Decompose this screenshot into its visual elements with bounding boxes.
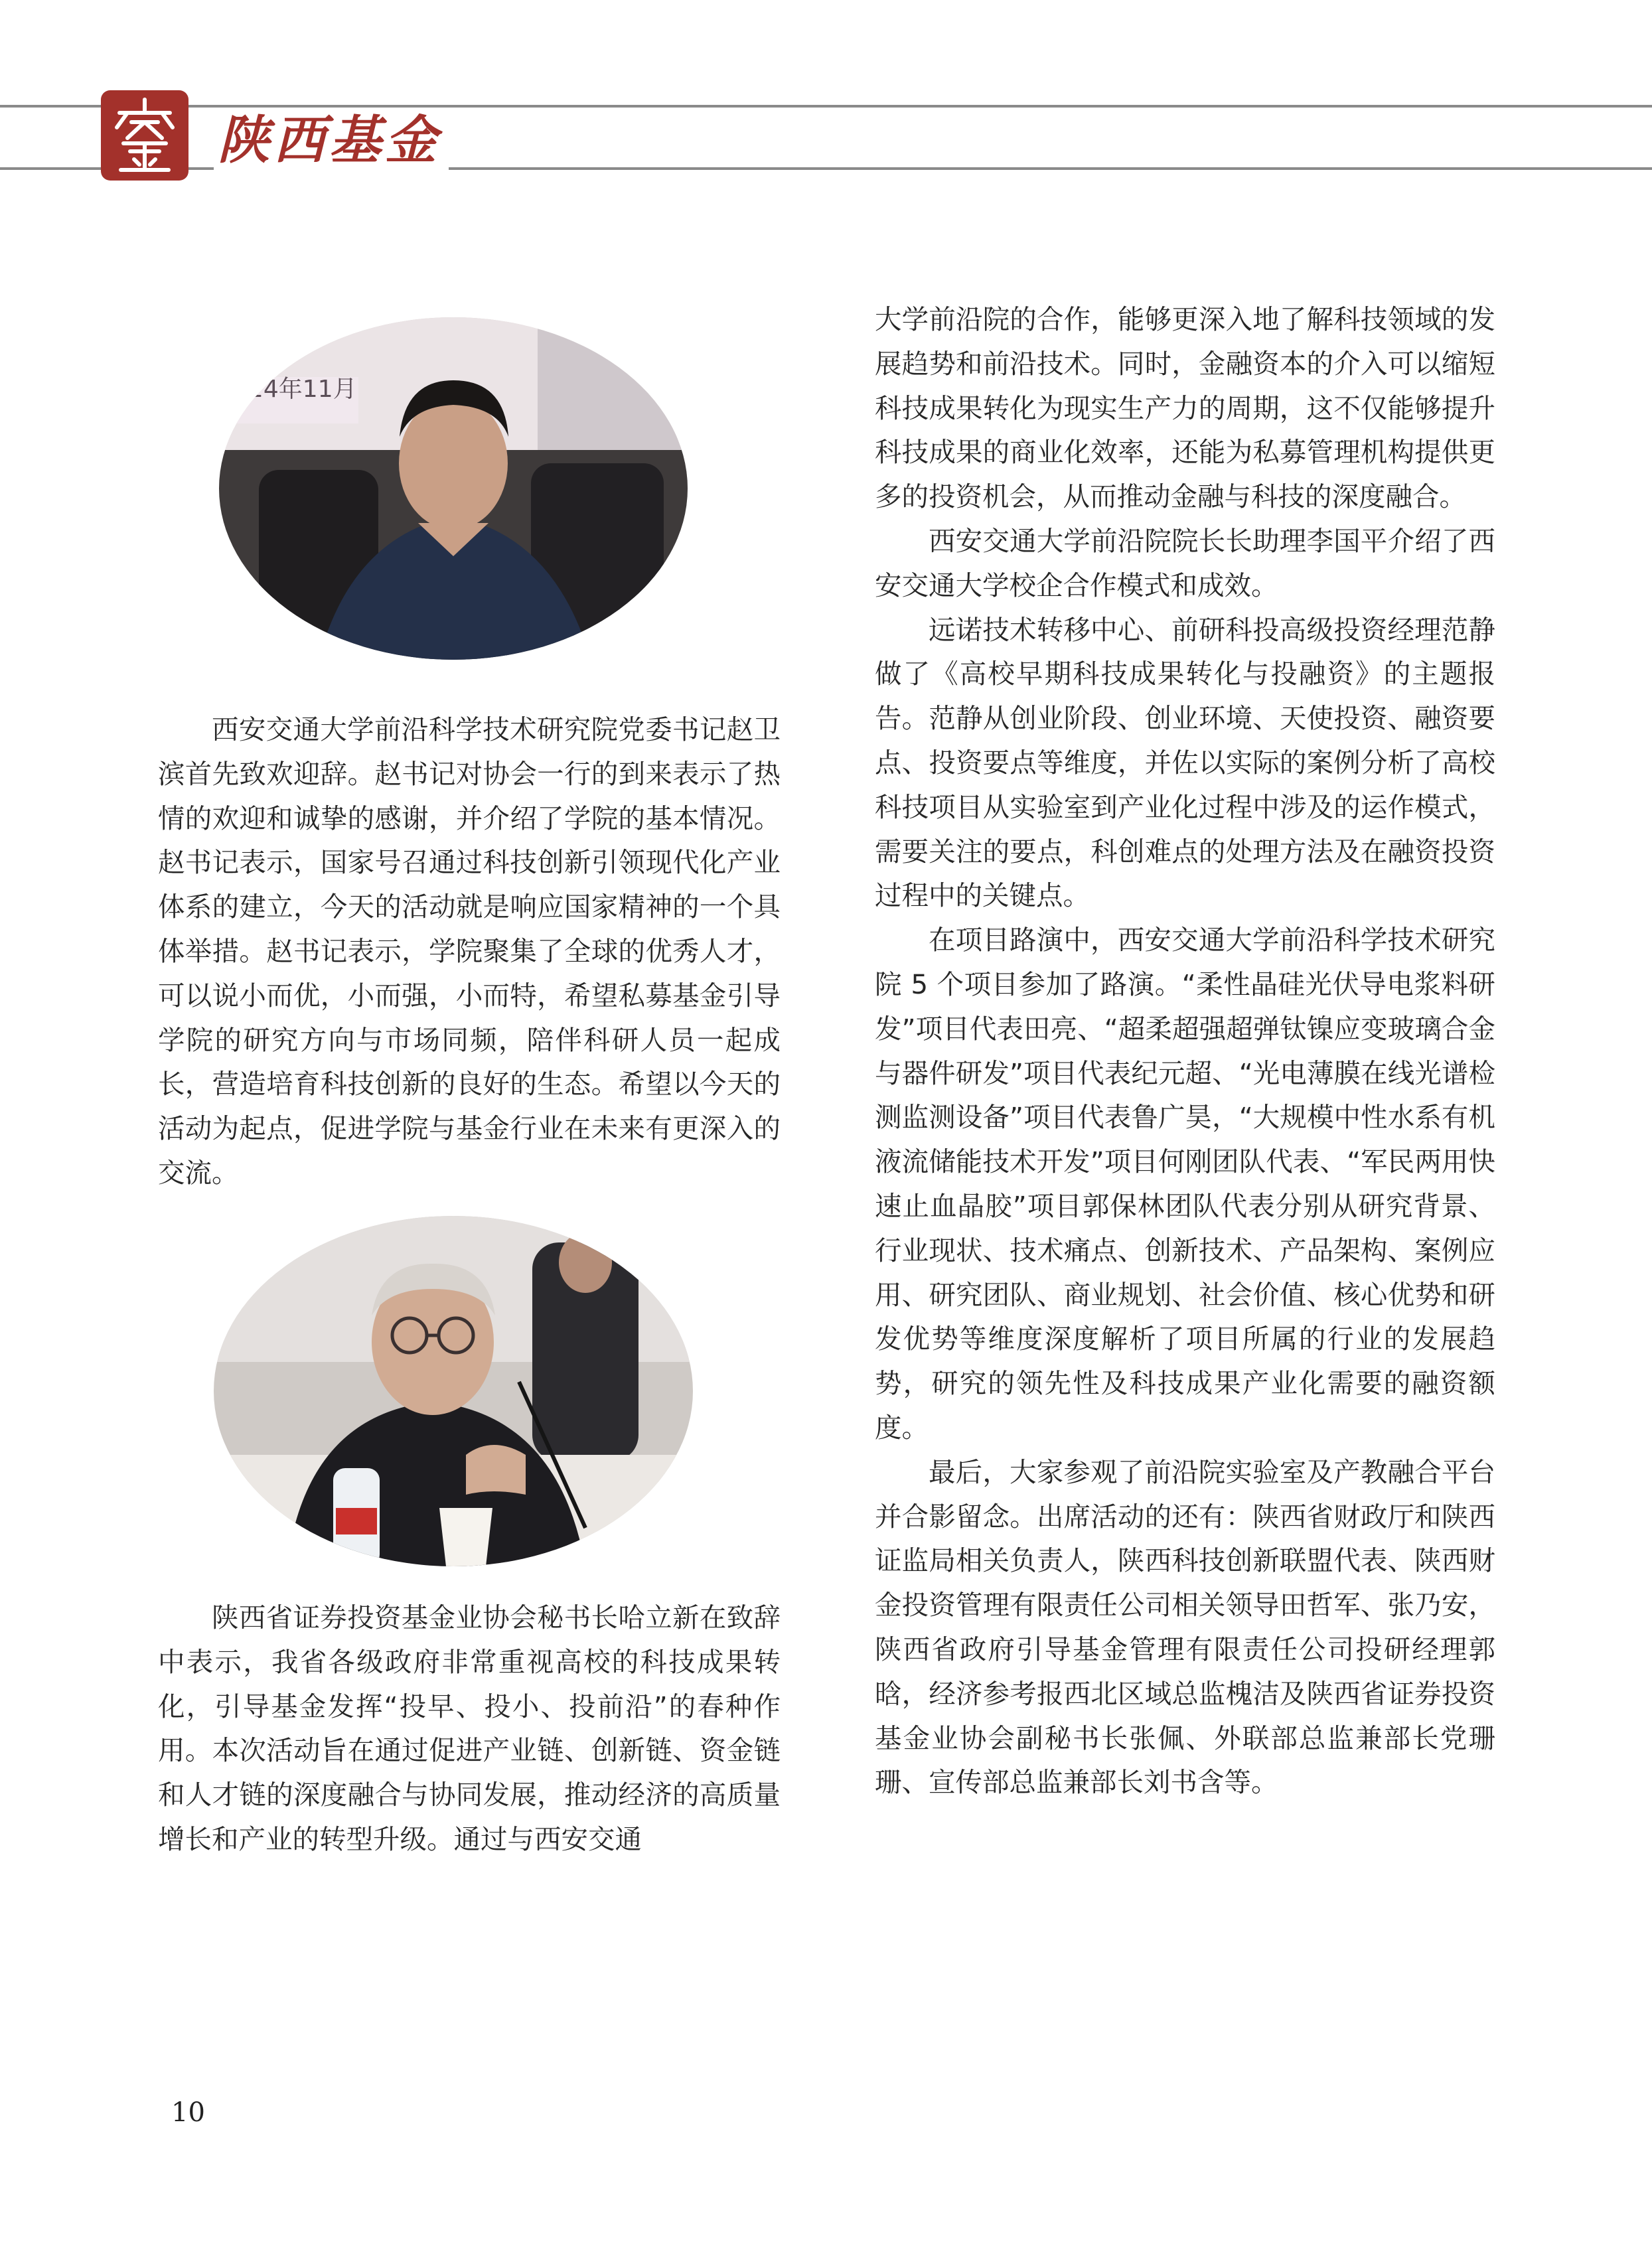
seal-logo-icon [101, 90, 188, 181]
article-left-column-top [158, 708, 781, 1195]
paragraph-closing: 最后，大家参观了前沿院实验室及产教融合平台并合影留念。出席活动的还有：陕西省财政厅和陕西证监局相关负责人，陕西科技创新联盟代表、陕西财金投资管理有限责任公司相关领导田哲军、张乃安，陕西省政府引导基金管理有限责任公司投研经理郭晗，经济参考报西北区域总监槐洁及陕西省证券投资基金业协会副秘书长张佩、外联部总监兼部长党珊珊、宣传部总监兼部长刘书含等。 [875, 1456, 1495, 1799]
paragraph-roadshow: 在项目路演中，西安交通大学前沿科学技术研究院 5 个项目参加了路演。“柔性晶硅光伏导电浆料研发”项目代表田亮、“超柔超强超弹钛镍应变玻璃合金与器件研发”项目代表纪元超、“光电薄膜在线光谱检测监测设备”项目代表鲁广昊，“大规模中性水系有机液流储能技术开发”项目何刚团队代表、“军民两用快速止血晶胶”项目郭保林团队代表分别从研究背景、行业现状、技术痛点、创新技术、产品架构、案例应用、研究团队、商业规划、社会价值、核心优势和研发优势等维度深度解析了项目所属的行业的发展趋势，研究的领先性及科技成果产业化需要的融资额度。 [875, 924, 1495, 1444]
speaker-photo-1 [219, 317, 688, 660]
article-left-column-bottom [158, 1596, 781, 1862]
speaker-photo-2 [214, 1216, 693, 1566]
paragraph-secretary-speech: 陕西省证券投资基金业协会秘书长哈立新在致辞中表示，我省各级政府非常重视高校的科技成果转化，引导基金发挥“投早、投小、投前沿”的春种作用。本次活动旨在通过促进产业链、创新链、资金链和人才链的深度融合与协同发展，推动经济的高质量增长和产业的转型升级。通过与西安交通 [158, 1602, 781, 1855]
photo-background-text: 24年11月 [248, 376, 357, 403]
magazine-title: 陕西基金 [214, 108, 449, 174]
page-number: 10 [171, 2097, 205, 2128]
paragraph-continuation: 大学前沿院的合作，能够更深入地了解科技领域的发展趋势和前沿技术。同时，金融资本的介入可以缩短科技成果转化为现实生产力的周期，这不仅能够提升科技成果的商业化效率，还能为私募管理机构提供更多的投资机会，从而推动金融与科技的深度融合。 [875, 303, 1495, 513]
article-right-column [875, 297, 1495, 1805]
paragraph-topic-report: 远诺技术转移中心、前研科投高级投资经理范静做了《高校早期科技成果转化与投融资》的主题报告。范静从创业阶段、创业环境、天使投资、融资要点、投资要点等维度，并佐以实际的案例分析了高校科技项目从实验室到产业化过程中涉及的运作模式，需要关注的要点，科创难点的处理方法及在融资投资过程中的关键点。 [875, 613, 1495, 912]
paragraph-welcome-speech: 西安交通大学前沿科学技术研究院党委书记赵卫滨首先致欢迎辞。赵书记对协会一行的到来表示了热情的欢迎和诚挚的感谢，并介绍了学院的基本情况。赵书记表示，国家号召通过科技创新引领现代化产业体系的建立，今天的活动就是响应国家精神的一个具体举措。赵书记表示，学院聚集了全球的优秀人才，可以说小而优，小而强，小而特，希望私募基金引导学院的研究方向与市场同频，陪伴科研人员一起成长，营造培育科技创新的良好的生态。希望以今天的活动为起点，促进学院与基金行业在未来有更深入的交流。 [158, 713, 781, 1189]
paragraph-cooperation-model: 西安交通大学前沿院院长长助理李国平介绍了西安交通大学校企合作模式和成效。 [875, 524, 1495, 601]
